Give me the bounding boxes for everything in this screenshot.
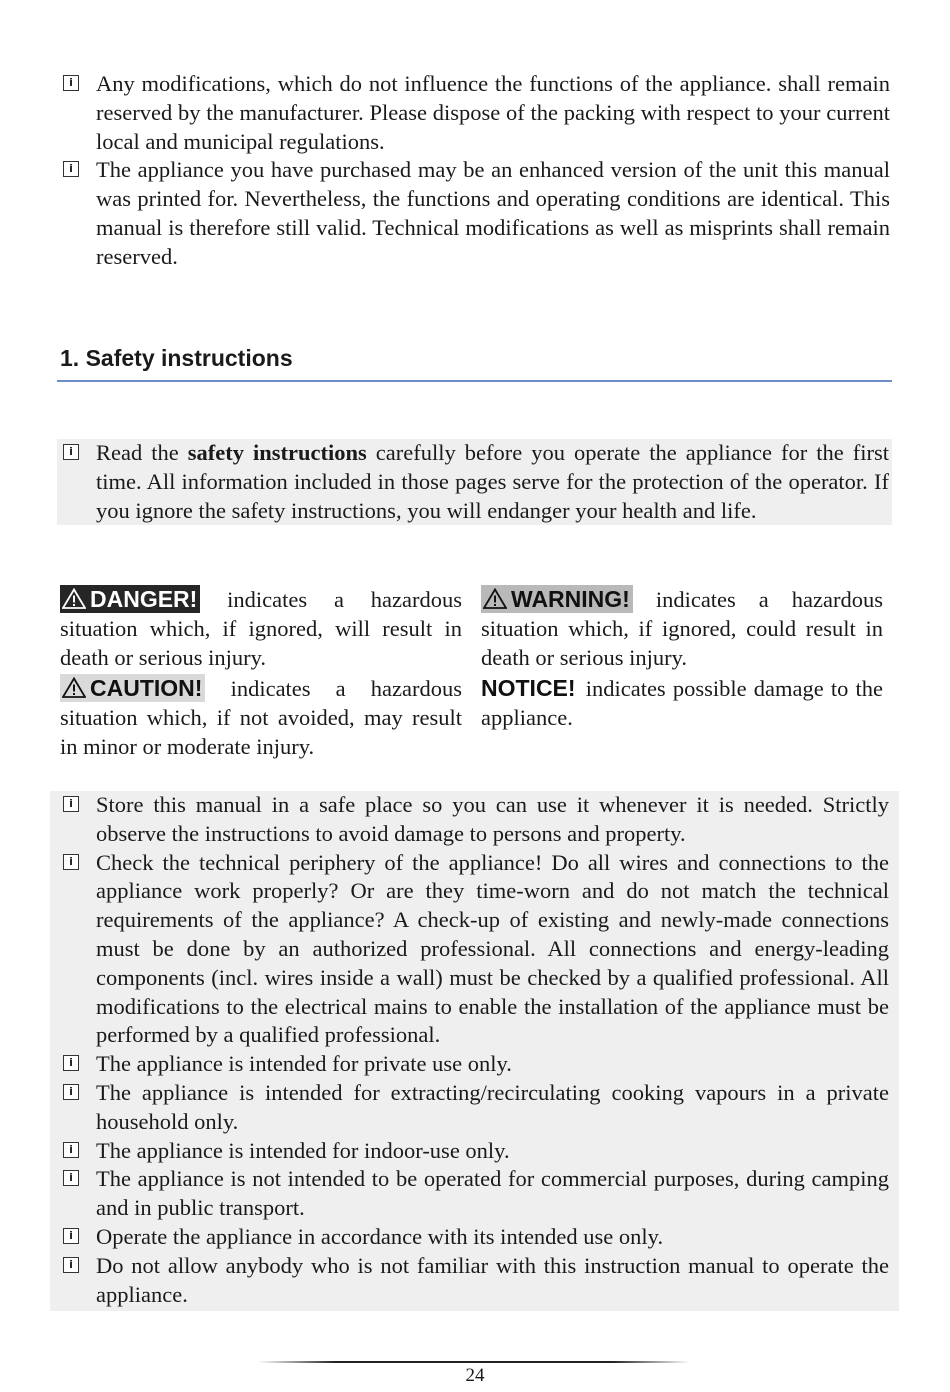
note-text: The appliance you have purchased may be an enhanced version of the unit this manual was printed for. Nevertheless, the functions and operating conditions are identical. This manual is therefore still valid. Technical modifications as well as misprints shall remain reserved. — [96, 157, 890, 269]
read-text-after: carefully before you operate the appliance for the first time. All information included in those pages serve for the protection of the operator. If you ignore the safety instructions, you will endanger your health and life. — [96, 440, 889, 523]
list-item-text: The appliance is intended for extracting/recirculating cooking vapours in a private household only. — [96, 1079, 889, 1134]
info-note — [60, 439, 889, 525]
info-note — [60, 70, 890, 156]
notice-definition — [481, 674, 883, 732]
signal-words-left — [60, 585, 462, 761]
info-icon: i — [63, 1170, 79, 1186]
list-item-text: The appliance is intended for indoor-use only. — [96, 1137, 510, 1163]
read-text-before: Read the — [96, 440, 188, 465]
info-icon: i — [63, 796, 79, 812]
list-item — [60, 1223, 889, 1252]
info-icon: i — [63, 1084, 79, 1100]
read-text-bold: safety instructions — [187, 440, 367, 465]
danger-definition — [60, 585, 462, 672]
list-item-text: The appliance is not intended to be operated for commercial purposes, during camping and in public transport. — [96, 1166, 889, 1221]
warning-triangle-icon — [62, 677, 86, 698]
info-icon: i — [63, 1055, 79, 1071]
info-icon: i — [63, 75, 79, 91]
list-item — [60, 1079, 889, 1137]
list-item — [60, 1252, 889, 1310]
caution-definition — [60, 674, 462, 761]
safety-notes-box — [50, 791, 899, 1311]
caution-text: indicates a hazardous situation which, if not avoided, may result in minor or moderate injury. — [60, 676, 463, 759]
notice-label: NOTICE! — [481, 675, 576, 701]
info-icon: i — [63, 1142, 79, 1158]
info-icon: i — [63, 1257, 79, 1273]
info-icon: i — [63, 854, 79, 870]
heading-underline — [57, 380, 892, 382]
danger-text: indicates a hazardous situation which, if ignored, will result in death or serious injury. — [60, 587, 462, 670]
list-item — [60, 849, 889, 1051]
list-item — [60, 1165, 889, 1223]
list-item — [60, 791, 889, 849]
info-note — [60, 156, 890, 271]
page-number: 24 — [465, 1365, 485, 1386]
info-icon: i — [63, 444, 79, 460]
list-item — [60, 1050, 889, 1079]
list-item-text: Operate the appliance in accordance with its intended use only. — [96, 1223, 664, 1249]
intro-notes — [60, 70, 890, 272]
warning-text: indicates a hazardous situation which, if ignored, could result in death or serious injury. — [481, 587, 883, 670]
list-item-text: Check the technical periphery of the appliance! Do all wires and connections to the appliance work properly? Or are they time-worn and do not match the technical requirements of the appliance? A check-up of existing and newly-made connections must be done by an authorized professional. All connections and energy-leading components (incl. wires inside a wall) must be checked by a qualified professional. All modifications to the electrical mains to enable the installation of the appliance must be performed by a qualified professional. — [96, 849, 889, 1048]
list-item — [60, 1137, 889, 1166]
read-instructions-box — [57, 439, 892, 525]
caution-badge — [60, 674, 205, 702]
footer-rule — [258, 1361, 690, 1363]
danger-label: DANGER! — [90, 586, 198, 612]
warning-triangle-icon — [62, 588, 86, 609]
warning-triangle-icon — [483, 588, 507, 609]
list-item-text: Do not allow anybody who is not familiar with this instruction manual to operate the appliance. — [96, 1252, 889, 1307]
warning-label: WARNING! — [511, 586, 630, 612]
warning-badge — [481, 585, 633, 613]
list-item-text: The appliance is intended for private use only. — [96, 1051, 512, 1077]
note-text: Any modifications, which do not influence the functions of the appliance. shall remain reserved by the manufacturer. Please dispose of the packing with respect to your current local and municipal regulations. — [96, 71, 890, 154]
info-icon: i — [63, 1228, 79, 1244]
signal-words-right — [481, 585, 883, 732]
info-icon: i — [63, 161, 79, 177]
section-heading: 1. Safety instructions — [60, 345, 293, 371]
warning-definition — [481, 585, 883, 672]
list-item-text: Store this manual in a safe place so you can use it whenever it is needed. Strictly observe the instructions to avoid damage to persons and property. — [96, 792, 889, 846]
notice-text: indicates possible damage to the appliance. — [481, 676, 884, 730]
caution-label: CAUTION! — [90, 675, 203, 701]
danger-badge — [60, 585, 200, 613]
